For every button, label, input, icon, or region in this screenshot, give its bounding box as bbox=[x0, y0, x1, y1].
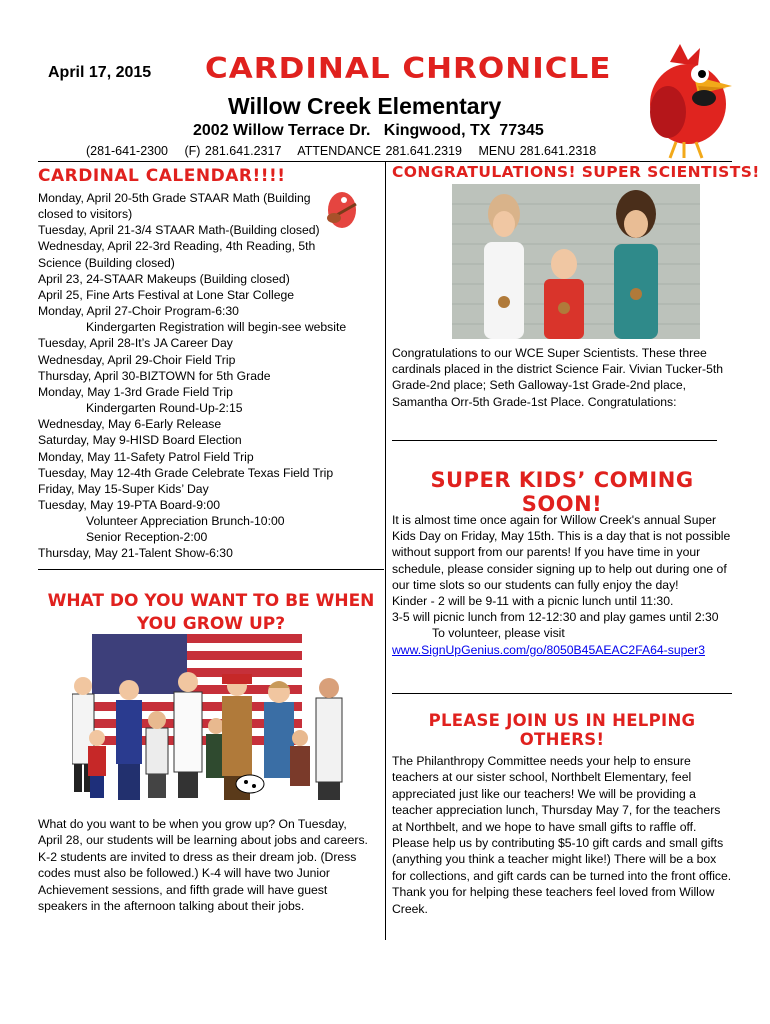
congrats-divider bbox=[392, 440, 717, 441]
menu-phone: MENU 281.641.2318 bbox=[478, 144, 597, 158]
calendar-item: Friday, May 15-Super Kids’ Day bbox=[38, 481, 209, 496]
calendar-item: Wednesday, May 6-Early Release bbox=[38, 417, 222, 432]
calendar-item: Tuesday, April 28-It’s JA Career Day bbox=[38, 336, 233, 351]
helping-heading: PLEASE JOIN US IN HELPING OTHERS! bbox=[428, 711, 696, 749]
congrats-text: Congratulations to our WCE Super Scientists. These three cardinals placed in the district Science Fair. Vivian Tucker-5th Grade-2nd place; Seth Galloway-1st Grade-2nd place, Samantha Orr-5th Grade-1st Place. Congratulations: bbox=[392, 346, 724, 409]
fax-phone: (F) 281.641.2317 bbox=[184, 144, 282, 158]
school-address: 2002 Willow Terrace Dr. Kingwood, TX 77345 bbox=[193, 122, 544, 139]
super-scientists-photo bbox=[452, 184, 700, 339]
calendar-item: Kindergarten Registration will begin-see website bbox=[86, 320, 347, 335]
newsletter-date: April 17, 2015 bbox=[48, 64, 152, 81]
super-kids-grades: 3-5 will picnic lunch from 12-12:30 and play games until 2:30 bbox=[392, 610, 719, 625]
calendar-item: Saturday, May 9-HISD Board Election bbox=[38, 433, 242, 448]
congrats-heading: CONGRATULATIONS! SUPER SCIENTISTS! bbox=[392, 163, 760, 181]
calendar-item: Kindergarten Round-Up-2:15 bbox=[86, 401, 243, 416]
calendar-item: Tuesday, April 21-3/4 STAAR Math-(Building closed) bbox=[38, 223, 320, 238]
calendar-item: April 23, 24-STAAR Makeups (Building closed) bbox=[38, 271, 290, 286]
helping-text: The Philanthropy Committee needs your help to ensure teachers at our sister school, Northbelt Elementary, feel appreciated just like our teachers! We will be providing a teacher appreciation lunch, Thursday May 7, for the teachers at Northbelt, and we hope to have small gifts to raffle off. Please help us by contributing $5-10 gift cards and small gifts (anything you think a teacher might like!) There will be a box for collections, and gift cards can be turned into the front office. Thank you for helping these teachers feel loved from Willow Creek. bbox=[392, 754, 732, 916]
calendar-item: Tuesday, May 19-PTA Board-9:00 bbox=[38, 497, 220, 512]
masthead-title: CARDINAL CHRONICLE bbox=[205, 52, 612, 86]
calendar-divider bbox=[38, 569, 384, 570]
school-name: Willow Creek Elementary bbox=[228, 93, 502, 119]
calendar-item: Thursday, April 30-BIZTOWN for 5th Grade bbox=[38, 368, 271, 383]
signup-genius-link[interactable]: www.SignUpGenius.com/go/8050B45AEAC2FA64-super3 bbox=[392, 642, 705, 657]
calendar-item: Monday, May 11-Safety Patrol Field Trip bbox=[38, 449, 254, 464]
calendar-item: Tuesday, May 12-4th Grade Celebrate Texas Field Trip bbox=[38, 465, 334, 480]
super-kids-kinder: Kinder - 2 will be 9-11 with a picnic lunch until 11:30. bbox=[392, 594, 674, 609]
phone-numbers bbox=[86, 144, 608, 158]
calendar-item: Volunteer Appreciation Brunch-10:00 bbox=[86, 514, 285, 529]
super-kids-body: It is almost time once again for Willow Creek's annual Super Kids Day on Friday, May 15th. This is a day that is not possible without support from our parents! If you have time in your schedule, please consider signing up to help out during one of our time slots so our students can fully enjoy the day! bbox=[392, 513, 731, 592]
cardinal-bird-icon bbox=[640, 42, 738, 160]
career-kids-flag-illustration bbox=[72, 634, 372, 804]
grow-up-heading: WHAT DO YOU WANT TO BE WHEN YOU GROW UP? bbox=[47, 591, 375, 634]
calendar-item: closed to visitors) bbox=[38, 207, 133, 222]
calendar-heading: CARDINAL CALENDAR!!!! bbox=[38, 166, 286, 186]
super-kids-text bbox=[392, 512, 732, 658]
calendar-list bbox=[38, 190, 383, 562]
calendar-item: April 25, Fine Arts Festival at Lone Star College bbox=[38, 287, 295, 302]
calendar-item: Monday, May 1-3rd Grade Field Trip bbox=[38, 384, 233, 399]
super-kids-divider bbox=[392, 693, 732, 694]
calendar-item: Science (Building closed) bbox=[38, 255, 175, 270]
calendar-item: Senior Reception-2:00 bbox=[86, 530, 208, 545]
calendar-item: Thursday, May 21-Talent Show-6:30 bbox=[38, 546, 233, 561]
grow-up-text: What do you want to be when you grow up? On Tuesday, April 28, our students will be learning about jobs and careers. K-2 students are invited to dress as their dream job. (Dress codes must also be followed.) K-4 will have two Junior Achievement sessions, and fifth grade will have guest speakers in the afternoon talking about their jobs. bbox=[38, 817, 368, 914]
calendar-item: Monday, April 27-Choir Program-6:30 bbox=[38, 304, 239, 319]
calendar-item: Monday, April 20-5th Grade STAAR Math (Building bbox=[38, 191, 311, 205]
calendar-item: Wednesday, April 29-Choir Field Trip bbox=[38, 352, 236, 367]
attendance-phone: ATTENDANCE 281.641.2319 bbox=[297, 144, 462, 158]
main-phone: (281-641-2300 bbox=[86, 144, 169, 158]
super-kids-volunteer: To volunteer, please visit bbox=[432, 626, 565, 641]
super-kids-heading: SUPER KIDS’ COMING SOON! bbox=[430, 468, 694, 516]
calendar-item: Wednesday, April 22-3rd Reading, 4th Reading, 5th bbox=[38, 239, 316, 254]
column-divider bbox=[385, 162, 386, 940]
